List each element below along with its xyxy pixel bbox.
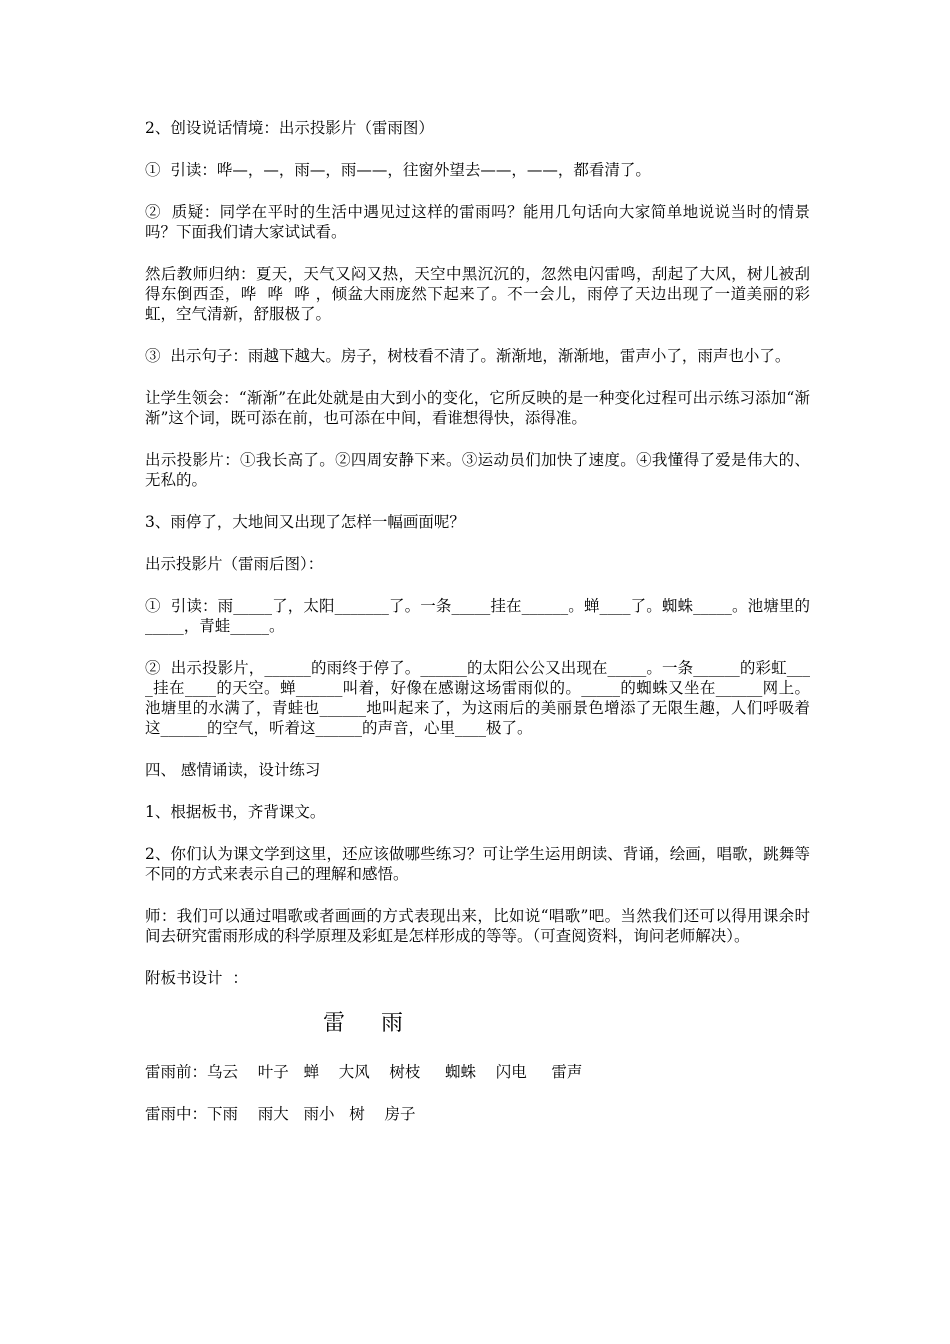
paragraph-situation-heading: 2、创设说话情境：出示投影片（雷雨图）	[145, 119, 434, 137]
paragraph-recite: 1、根据板书，齐背课文。	[145, 803, 326, 821]
paragraph-teacher-note: 师：我们可以通过唱歌或者画画的方式表现出来，比如说“唱歌”吧。当然我们还可以得用课余时间去研究雷雨形成的科学原理及彩虹是怎样形成的等等。（可查阅资料，询问老师解决）。	[145, 907, 810, 945]
paragraph-questioning: ② 质疑：同学在平时的生活中遇见过这样的雷雨吗？能用几句话向大家简单地说说当时的情景吗？下面我们请大家试试看。	[145, 203, 810, 241]
board-title-right: 雨	[381, 1011, 404, 1036]
paragraph-fill-blank-1: ① 引读：雨_____了，太阳_______了。一条_____挂在______。蝉____了。蜘蛛_____。池塘里的_____，青蛙_____。	[145, 597, 810, 635]
board-row-before-rain: 雷雨前：乌云 叶子 蝉 大风 树枝 蜘蛛 闪电 雷声	[145, 1063, 583, 1081]
board-row-during-rain: 雷雨中：下雨 雨大 雨小 树 房子	[145, 1105, 416, 1123]
board-title	[323, 1010, 810, 1038]
paragraph-rain-stopped-heading: 3、雨停了，大地间又出现了怎样一幅画面呢？	[145, 513, 465, 531]
paragraph-exercises: 2、你们认为课文学到这里，还应该做哪些练习？可让学生运用朗读、背诵，绘画，唱歌，跳舞等不同的方式来表示自己的理解和感悟。	[145, 845, 810, 883]
paragraph-board-design-label: 附板书设计 ：	[145, 969, 248, 987]
board-title-left: 雷	[323, 1011, 346, 1036]
document-page	[145, 118, 810, 1146]
paragraph-show-sentence: ③ 出示句子：雨越下越大。房子，树枝看不清了。渐渐地，渐渐地，雷声小了，雨声也小了。	[145, 347, 791, 365]
paragraph-gradually: 让学生领会：“渐渐”在此处就是由大到小的变化，它所反映的是一种变化过程可出示练习添加“渐渐”这个词，既可添在前，也可添在中间，看谁想得快，添得准。	[145, 389, 810, 427]
paragraph-guided-reading-1: ① 引读：哗—，—，雨—，雨——，往窗外望去——，——，都看清了。	[145, 161, 651, 179]
paragraph-projection-examples: 出示投影片：①我长高了。②四周安静下来。③运动员们加快了速度。④我懂得了爱是伟大的、无私的。	[145, 451, 810, 489]
section-heading-four: 四、 感情诵读，设计练习	[145, 761, 321, 779]
paragraph-fill-blank-2: ② 出示投影片，______的雨终于停了。______的太阳公公又出现在_____。一条______的彩虹____挂在____的天空。蝉______叫着，好像在感谢这场雷雨似的。_____的蜘蛛又坐在______网上。池塘里的水满了，青蛙也______地叫起来了，为这雨后的美丽景色增添了无限生趣，人们呼吸着这______的空气，听着这______的声音，心里____极了。	[145, 659, 810, 737]
paragraph-teacher-summary: 然后教师归纳：夏天，天气又闷又热，天空中黑沉沉的，忽然电闪雷鸣，刮起了大风，树儿被刮得东倒西歪，哗 哗 哗 ，倾盆大雨庞然下起来了。不一会儿，雨停了天边出现了一道美丽的彩虹，空气清新，舒服极了。	[145, 265, 810, 323]
paragraph-after-rain-projection: 出示投影片（雷雨后图）：	[145, 555, 324, 573]
